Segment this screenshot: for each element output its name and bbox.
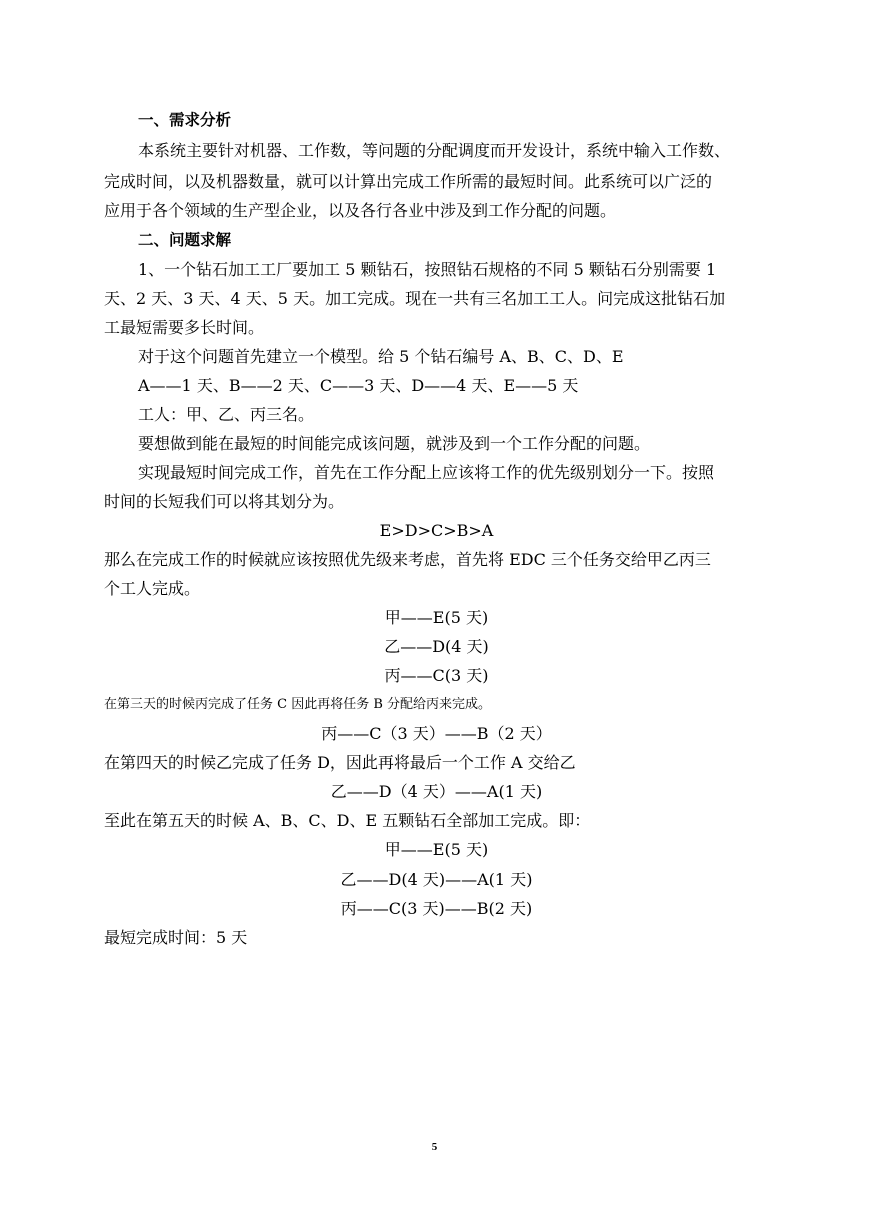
paragraph-line: A——1 天、B——2 天、C——3 天、D——4 天、E——5 天 xyxy=(138,376,579,395)
paragraph-line: 实现最短时间完成工作，首先在工作分配上应该将工作的优先级别划分一下。按照 xyxy=(138,463,715,482)
paragraph-line: 对于这个问题首先建立一个模型。给 5 个钻石编号 A、B、C、D、E xyxy=(138,347,624,366)
assignment-line: 甲——E(5 天) xyxy=(384,840,489,859)
page-number: 5 xyxy=(431,1141,438,1153)
priority-order: E>D>C>B>A xyxy=(379,521,494,540)
assignment-line: 甲——E(5 天) xyxy=(384,608,489,627)
assignment-line: 丙——C(3 天)——B(2 天) xyxy=(340,899,533,918)
paragraph-line: 天、2 天、3 天、4 天、5 天。加工完成。现在一共有三名加工工人。问完成这批钻石加 xyxy=(104,289,726,308)
section-heading-solution: 二、问题求解 xyxy=(138,231,232,249)
paragraph-line: 那么在完成工作的时候就应该按照优先级来考虑，首先将 EDC 三个任务交给甲乙丙三 xyxy=(104,550,711,569)
assignment-line: 乙——D（4 天）——A(1 天) xyxy=(330,782,543,801)
paragraph-line: 工人：甲、乙、丙三名。 xyxy=(138,405,315,424)
assignment-line: 乙——D(4 天) xyxy=(384,637,489,656)
assignment-line: 丙——C（3 天）——B（2 天） xyxy=(321,724,552,743)
paragraph-line: 时间的长短我们可以将其划分为。 xyxy=(104,492,345,511)
assignment-line: 乙——D(4 天)——A(1 天) xyxy=(340,870,533,889)
day5-note: 至此在第五天的时候 A、B、C、D、E 五颗钻石全部加工完成。即： xyxy=(104,811,591,830)
day3-note: 在第三天的时候丙完成了任务 C 因此再将任务 B 分配给丙来完成。 xyxy=(104,697,492,712)
paragraph-line: 要想做到能在最短的时间能完成该问题，就涉及到一个工作分配的问题。 xyxy=(138,434,651,453)
paragraph-line: 1、一个钻石加工工厂要加工 5 颗钻石，按照钻石规格的不同 5 颗钻石分别需要 1 xyxy=(138,260,717,279)
assignment-line: 丙——C(3 天) xyxy=(384,666,489,685)
paragraph-line: 完成时间，以及机器数量，就可以计算出完成工作所需的最短时间。此系统可以广泛的 xyxy=(104,172,713,191)
result-line: 最短完成时间：5 天 xyxy=(104,928,248,947)
paragraph-line: 个工人完成。 xyxy=(104,579,201,598)
paragraph-line: 本系统主要针对机器、工作数，等问题的分配调度而开发设计，系统中输入工作数、 xyxy=(138,141,731,160)
paragraph-line: 应用于各个领域的生产型企业，以及各行各业中涉及到工作分配的问题。 xyxy=(104,201,617,220)
section-heading-requirements: 一、需求分析 xyxy=(138,111,232,129)
paragraph-line: 工最短需要多长时间。 xyxy=(104,318,265,337)
day4-note: 在第四天的时候乙完成了任务 D，因此再将最后一个工作 A 交给乙 xyxy=(104,753,576,772)
